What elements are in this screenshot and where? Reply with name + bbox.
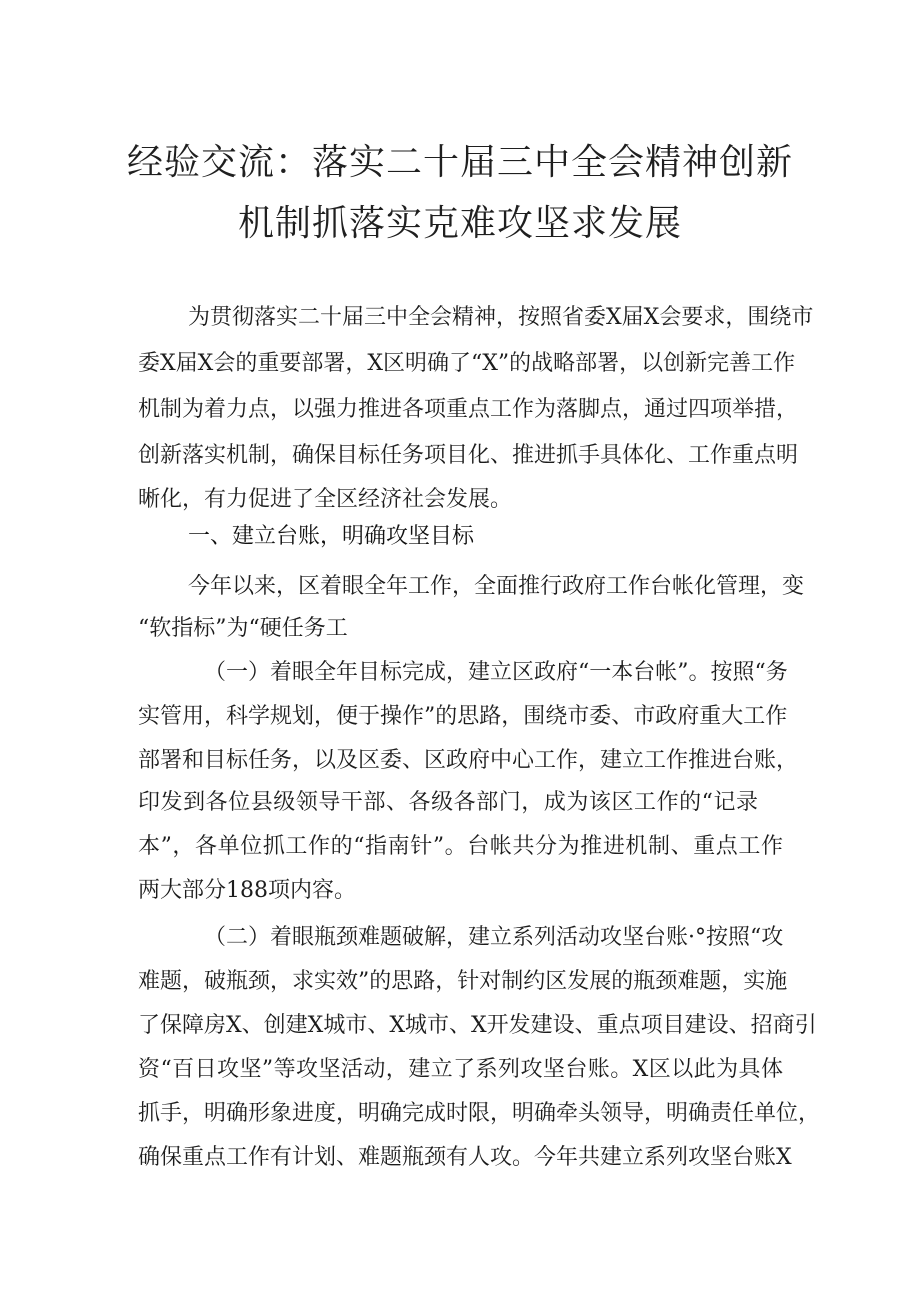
paragraph-4-line: 抓手，明确形象进度，明确完成时限，明确牵头领导，明确责任单位， [138,1101,821,1126]
paragraph-3-line: 部署和目标任务，以及区委、区政府中心工作，建立工作推进台账， [138,748,799,773]
paragraph-1-line: 机制为着力点，以强力推进各项重点工作为落脚点，通过四项举措， [138,397,799,422]
paragraph-4-line: （二）着眼瓶颈难题破解，建立系列活动攻坚台账·°按照“攻 [204,925,784,950]
paragraph-3-line: 印发到各位县级领导干部、各级各部门，成为该区工作的“记录 [138,790,758,815]
paragraph-1-line: 委X届X会的重要部署，X区明确了“X”的战略部署，以创新完善工作 [138,351,796,376]
paragraph-3-line: 实管用，科学规划，便于操作”的思路，围绕市委、市政府重大工作 [138,704,788,729]
paragraph-4-line: 确保重点工作有计划、难题瓶颈有人攻。今年共建立系列攻坚台账X [138,1145,792,1170]
section-heading: 一、建立台账，明确攻坚目标 [188,524,475,549]
paragraph-4-line: 难题，破瓶颈，求实效”的思路，针对制约区发展的瓶颈难题，实施 [138,969,788,994]
paragraph-4-line: 资“百日攻坚”等攻坚活动，建立了系列攻坚台账。X区以此为具体 [138,1057,783,1082]
paragraph-3-line: 本”，各单位抓工作的“指南针”。台帐共分为推进机制、重点工作 [138,834,783,859]
paragraph-1-line: 创新落实机制，确保目标任务项目化、推进抓手具体化、工作重点明 [138,443,799,468]
paragraph-1-line: 晰化，有力促进了全区经济社会发展。 [138,487,513,512]
paragraph-2-line: “软指标”为“硬任务工 [138,616,348,641]
paragraph-3-line: （一）着眼全年目标完成，建立区政府“一本台帐”。按照“务 [204,660,788,685]
paragraph-4-line: 了保障房X、创建X城市、X城市、X开发建设、重点项目建设、招商引 [138,1013,817,1038]
document-title-line-2: 机制抓落实克难攻坚求发展 [237,203,682,244]
paragraph-1-line: 为贯彻落实二十届三中全会精神，按照省委X届X会要求，围绕市 [188,305,814,330]
paragraph-2-line: 今年以来，区着眼全年工作，全面推行政府工作台帐化管理，变 [188,574,805,599]
paragraph-3-line: 两大部分188项内容。 [138,878,356,903]
document-title-line-1: 经验交流：落实二十届三中全会精神创新 [126,142,793,183]
